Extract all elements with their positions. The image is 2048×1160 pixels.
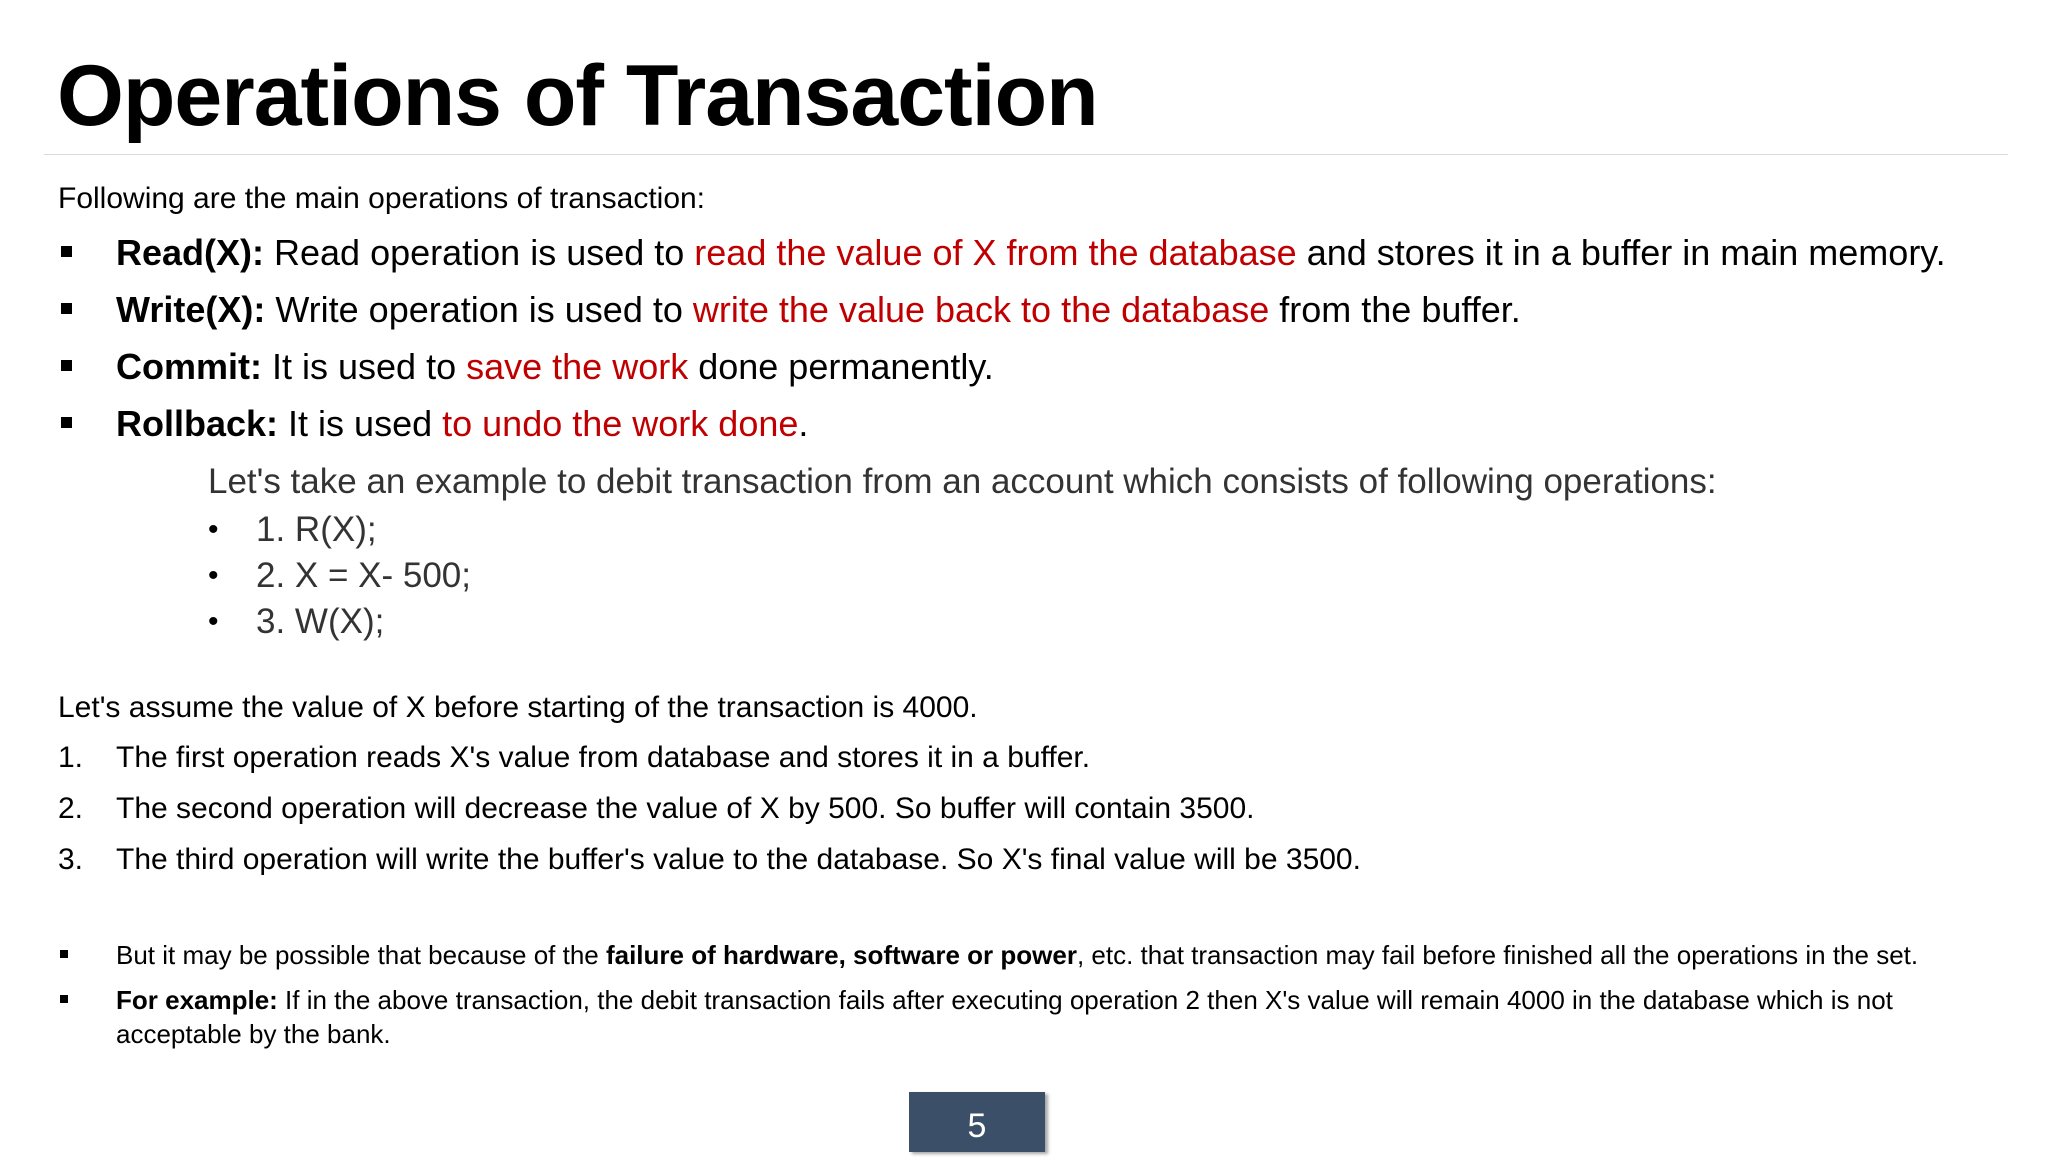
operation-name: Commit: xyxy=(116,346,262,387)
bullet-dot-icon: • xyxy=(208,559,219,592)
square-bullet-icon xyxy=(60,950,68,958)
note-item xyxy=(58,983,1938,1051)
operation-highlight: read the value of X from the database xyxy=(694,232,1297,273)
example-intro: Let's take an example to debit transaction from an account which consists of following operations: xyxy=(208,462,1717,501)
page-number: 5 xyxy=(967,1107,987,1145)
intro-text: Following are the main operations of transaction: xyxy=(58,182,706,215)
operation-text-end: done permanently. xyxy=(688,346,994,387)
operation-name: Rollback: xyxy=(116,403,279,444)
operation-highlight: write the value back to the database xyxy=(692,289,1270,330)
note-text: If in the above transaction, the debit transaction fails after executing operation 2 then X's value will remain 4000 in the database which is not acceptable by the bank. xyxy=(116,985,1893,1049)
explanation-item xyxy=(58,840,1361,891)
note-text: But it may be possible that because of the xyxy=(116,940,606,970)
square-bullet-icon xyxy=(61,246,72,257)
note-lead: For example: xyxy=(116,985,278,1015)
assumption-text: Let's assume the value of X before starting of the transaction is 4000. xyxy=(58,691,978,724)
example-steps xyxy=(208,507,1717,645)
operation-name: Write(X): xyxy=(116,289,266,330)
operation-text: It is used to xyxy=(262,346,467,387)
operation-name: Read(X): xyxy=(116,232,265,273)
operations-list xyxy=(58,225,2018,453)
notes-list xyxy=(58,938,1938,1062)
operation-text: Write operation is used to xyxy=(265,289,693,330)
square-bullet-icon xyxy=(60,995,68,1003)
explanation-number: 3. xyxy=(58,843,84,876)
example-step-text: 1. R(X); xyxy=(256,510,377,549)
example-step-text: 3. W(X); xyxy=(256,602,385,641)
square-bullet-icon xyxy=(61,360,72,371)
note-bold-text: failure of hardware, software or power xyxy=(605,940,1077,970)
operation-highlight: to undo the work done xyxy=(442,403,799,444)
page-number-box xyxy=(909,1092,1045,1152)
operation-text-end: and stores it in a buffer in main memory. xyxy=(1296,232,1946,273)
example-step xyxy=(208,553,1717,599)
operation-item-rollback xyxy=(58,396,2018,453)
explanation-item xyxy=(58,738,1361,789)
example-step-text: 2. X = X- 500; xyxy=(256,556,471,595)
operation-text-end: from the buffer. xyxy=(1269,289,1521,330)
explanation-number: 2. xyxy=(58,792,84,825)
operation-text-end: . xyxy=(798,403,809,444)
explanation-text: The second operation will decrease the value of X by 500. So buffer will contain 3500. xyxy=(116,792,1255,825)
operation-highlight: save the work xyxy=(466,346,689,387)
operation-item-commit xyxy=(58,339,2018,396)
square-bullet-icon xyxy=(61,303,72,314)
bullet-dot-icon: • xyxy=(208,605,219,638)
explanation-list xyxy=(58,738,1361,891)
note-text-end: , etc. that transaction may fail before finished all the operations in the set. xyxy=(1076,940,1919,970)
slide-title: Operations of Transaction xyxy=(57,48,1098,144)
example-block xyxy=(208,460,1717,645)
explanation-number: 1. xyxy=(58,741,84,774)
title-divider xyxy=(44,154,2008,155)
operation-item-read xyxy=(58,225,2018,282)
square-bullet-icon xyxy=(61,417,72,428)
note-item xyxy=(58,938,1938,972)
example-step xyxy=(208,599,1717,645)
explanation-text: The third operation will write the buffer's value to the database. So X's final value will be 3500. xyxy=(116,843,1361,876)
operation-text: It is used xyxy=(278,403,443,444)
explanation-item xyxy=(58,789,1361,840)
example-step xyxy=(208,507,1717,553)
explanation-text: The first operation reads X's value from database and stores it in a buffer. xyxy=(116,741,1091,774)
operation-text: Read operation is used to xyxy=(264,232,695,273)
operation-item-write xyxy=(58,282,2018,339)
bullet-dot-icon: • xyxy=(208,513,219,546)
